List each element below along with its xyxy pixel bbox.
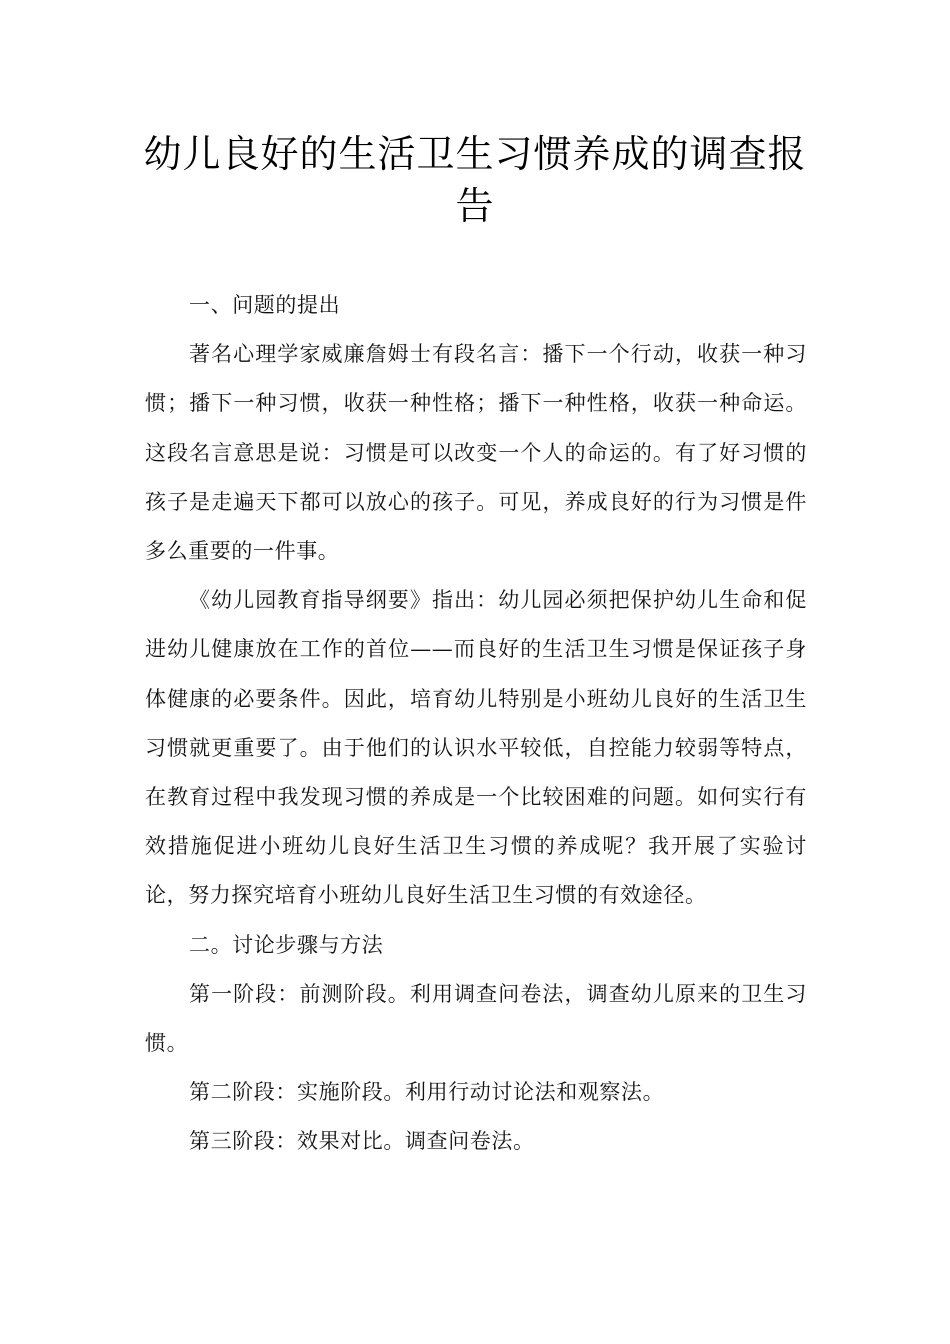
document-title: 幼儿良好的生活卫生习惯养成的调查报告 [143, 132, 807, 228]
document-body [145, 281, 807, 1167]
paragraph-james-quote: 著名心理学家威廉詹姆士有段名言：播下一个行动，收获一种习惯；播下一种习惯，收获一种性格；播下一种性格，收获一种命运。这段名言意思是说：习惯是可以改变一个人的命运的。有了好习惯的孩子是走遍天下都可以放心的孩子。可见，养成良好的行为习惯是件多么重要的一件事。 [145, 342, 807, 564]
section-heading-problem: 一、问题的提出 [189, 293, 341, 317]
paragraph-stage-three: 第三阶段：效果对比。调查问卷法。 [189, 1129, 535, 1154]
paragraph-guideline: 《幼儿园教育指导纲要》指出：幼儿园必须把保护幼儿生命和促进幼儿健康放在工作的首位——而良好的生活卫生习惯是保证孩子身体健康的必要条件。因此，培育幼儿特别是小班幼儿良好的生活卫生习惯就更重要了。由于他们的认识水平较低，自控能力较弱等特点，在教育过程中我发现习惯的养成是一个比较困难的问题。如何实行有效措施促进小班幼儿良好生活卫生习惯的养成呢？我开展了实验讨论，努力探究培育小班幼儿良好生活卫生习惯的有效途径。 [145, 588, 807, 908]
section-heading-method: 二。讨论步骤与方法 [189, 932, 384, 957]
paragraph-stage-one: 第一阶段：前测阶段。利用调查问卷法，调查幼儿原来的卫生习惯。 [145, 981, 807, 1056]
paragraph-stage-two: 第二阶段：实施阶段。利用行动讨论法和观察法。 [189, 1080, 665, 1105]
